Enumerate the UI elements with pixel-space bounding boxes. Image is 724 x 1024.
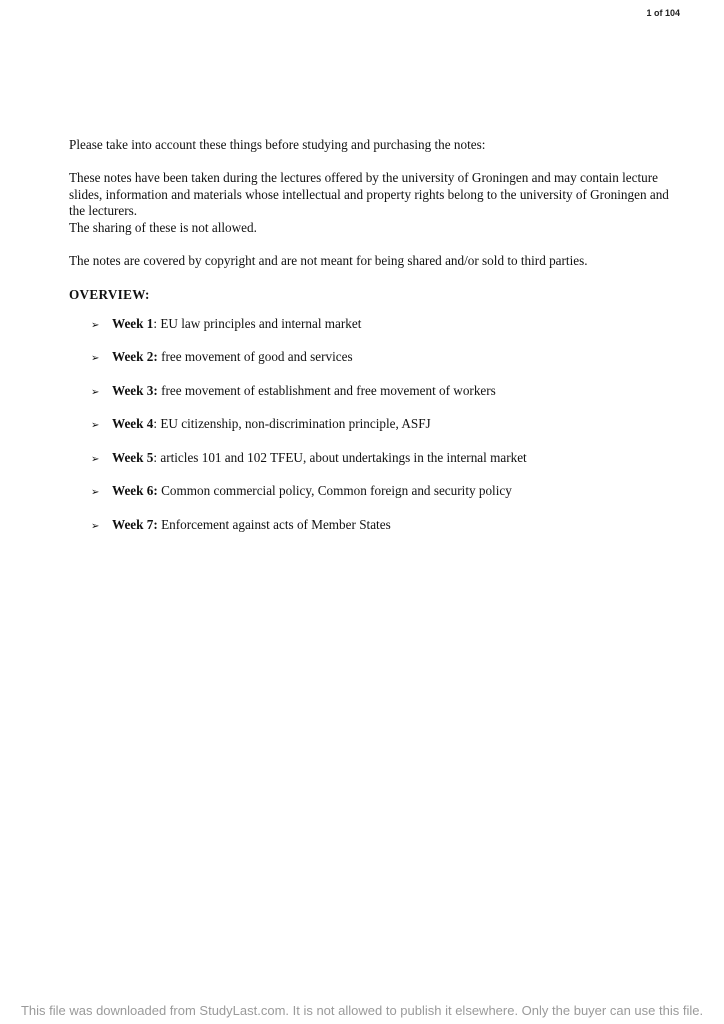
week-topic: Common commercial policy, Common foreign and security policy [161, 483, 512, 499]
overview-heading: OVERVIEW: [69, 287, 150, 303]
list-item [91, 349, 669, 366]
week-topic: free movement of establishment and free movement of workers [161, 382, 496, 398]
list-item [91, 383, 669, 400]
arrow-bullet-icon: ➢ [91, 487, 100, 499]
download-watermark: This file was downloaded from StudyLast.com. It is not allowed to publish it elsewhere. Only the buyer can use this file. [20, 1003, 704, 1018]
arrow-bullet-icon: ➢ [91, 453, 100, 465]
arrow-bullet-icon: ➢ [91, 520, 100, 532]
page-counter: 1 of 104 [646, 8, 680, 18]
week-label: Week 5 [112, 449, 154, 465]
rights-paragraph: These notes have been taken during the lectures offered by the university of Groningen and may contain lecture slides, information and materials whose intellectual and property rights belong to the university of Groningen and the lecturers. [69, 170, 669, 219]
arrow-bullet-icon: ➢ [91, 386, 100, 398]
sharing-notice: The sharing of these is not allowed. [69, 219, 257, 235]
list-item [91, 517, 669, 534]
week-label: Week 7: [112, 516, 158, 532]
week-label: Week 2: [112, 349, 158, 365]
week-label: Week 1 [112, 315, 154, 331]
week-list [69, 316, 669, 534]
list-item [91, 483, 669, 500]
arrow-bullet-icon: ➢ [91, 353, 100, 365]
list-item [91, 316, 669, 333]
copyright-paragraph: The notes are covered by copyright and are not meant for being shared and/or sold to third parties. [69, 253, 588, 269]
week-separator: : [153, 315, 161, 331]
week-separator: : [153, 449, 161, 465]
list-item [91, 450, 669, 467]
document-body [69, 137, 669, 550]
list-item [91, 416, 669, 433]
notice-paragraph: Please take into account these things before studying and purchasing the notes: [69, 137, 486, 152]
week-label: Week 6: [112, 483, 158, 499]
week-separator: : [153, 416, 161, 432]
arrow-bullet-icon: ➢ [91, 319, 100, 331]
week-label: Week 3: [112, 382, 158, 398]
week-label: Week 4 [112, 416, 154, 432]
arrow-bullet-icon: ➢ [91, 420, 100, 432]
week-topic: Enforcement against acts of Member States [161, 516, 391, 532]
week-topic: free movement of good and services [161, 349, 353, 365]
week-topic: EU law principles and internal market [160, 315, 362, 331]
week-topic: articles 101 and 102 TFEU, about undertakings in the internal market [160, 449, 527, 465]
week-topic: EU citizenship, non-discrimination principle, ASFJ [160, 416, 431, 432]
